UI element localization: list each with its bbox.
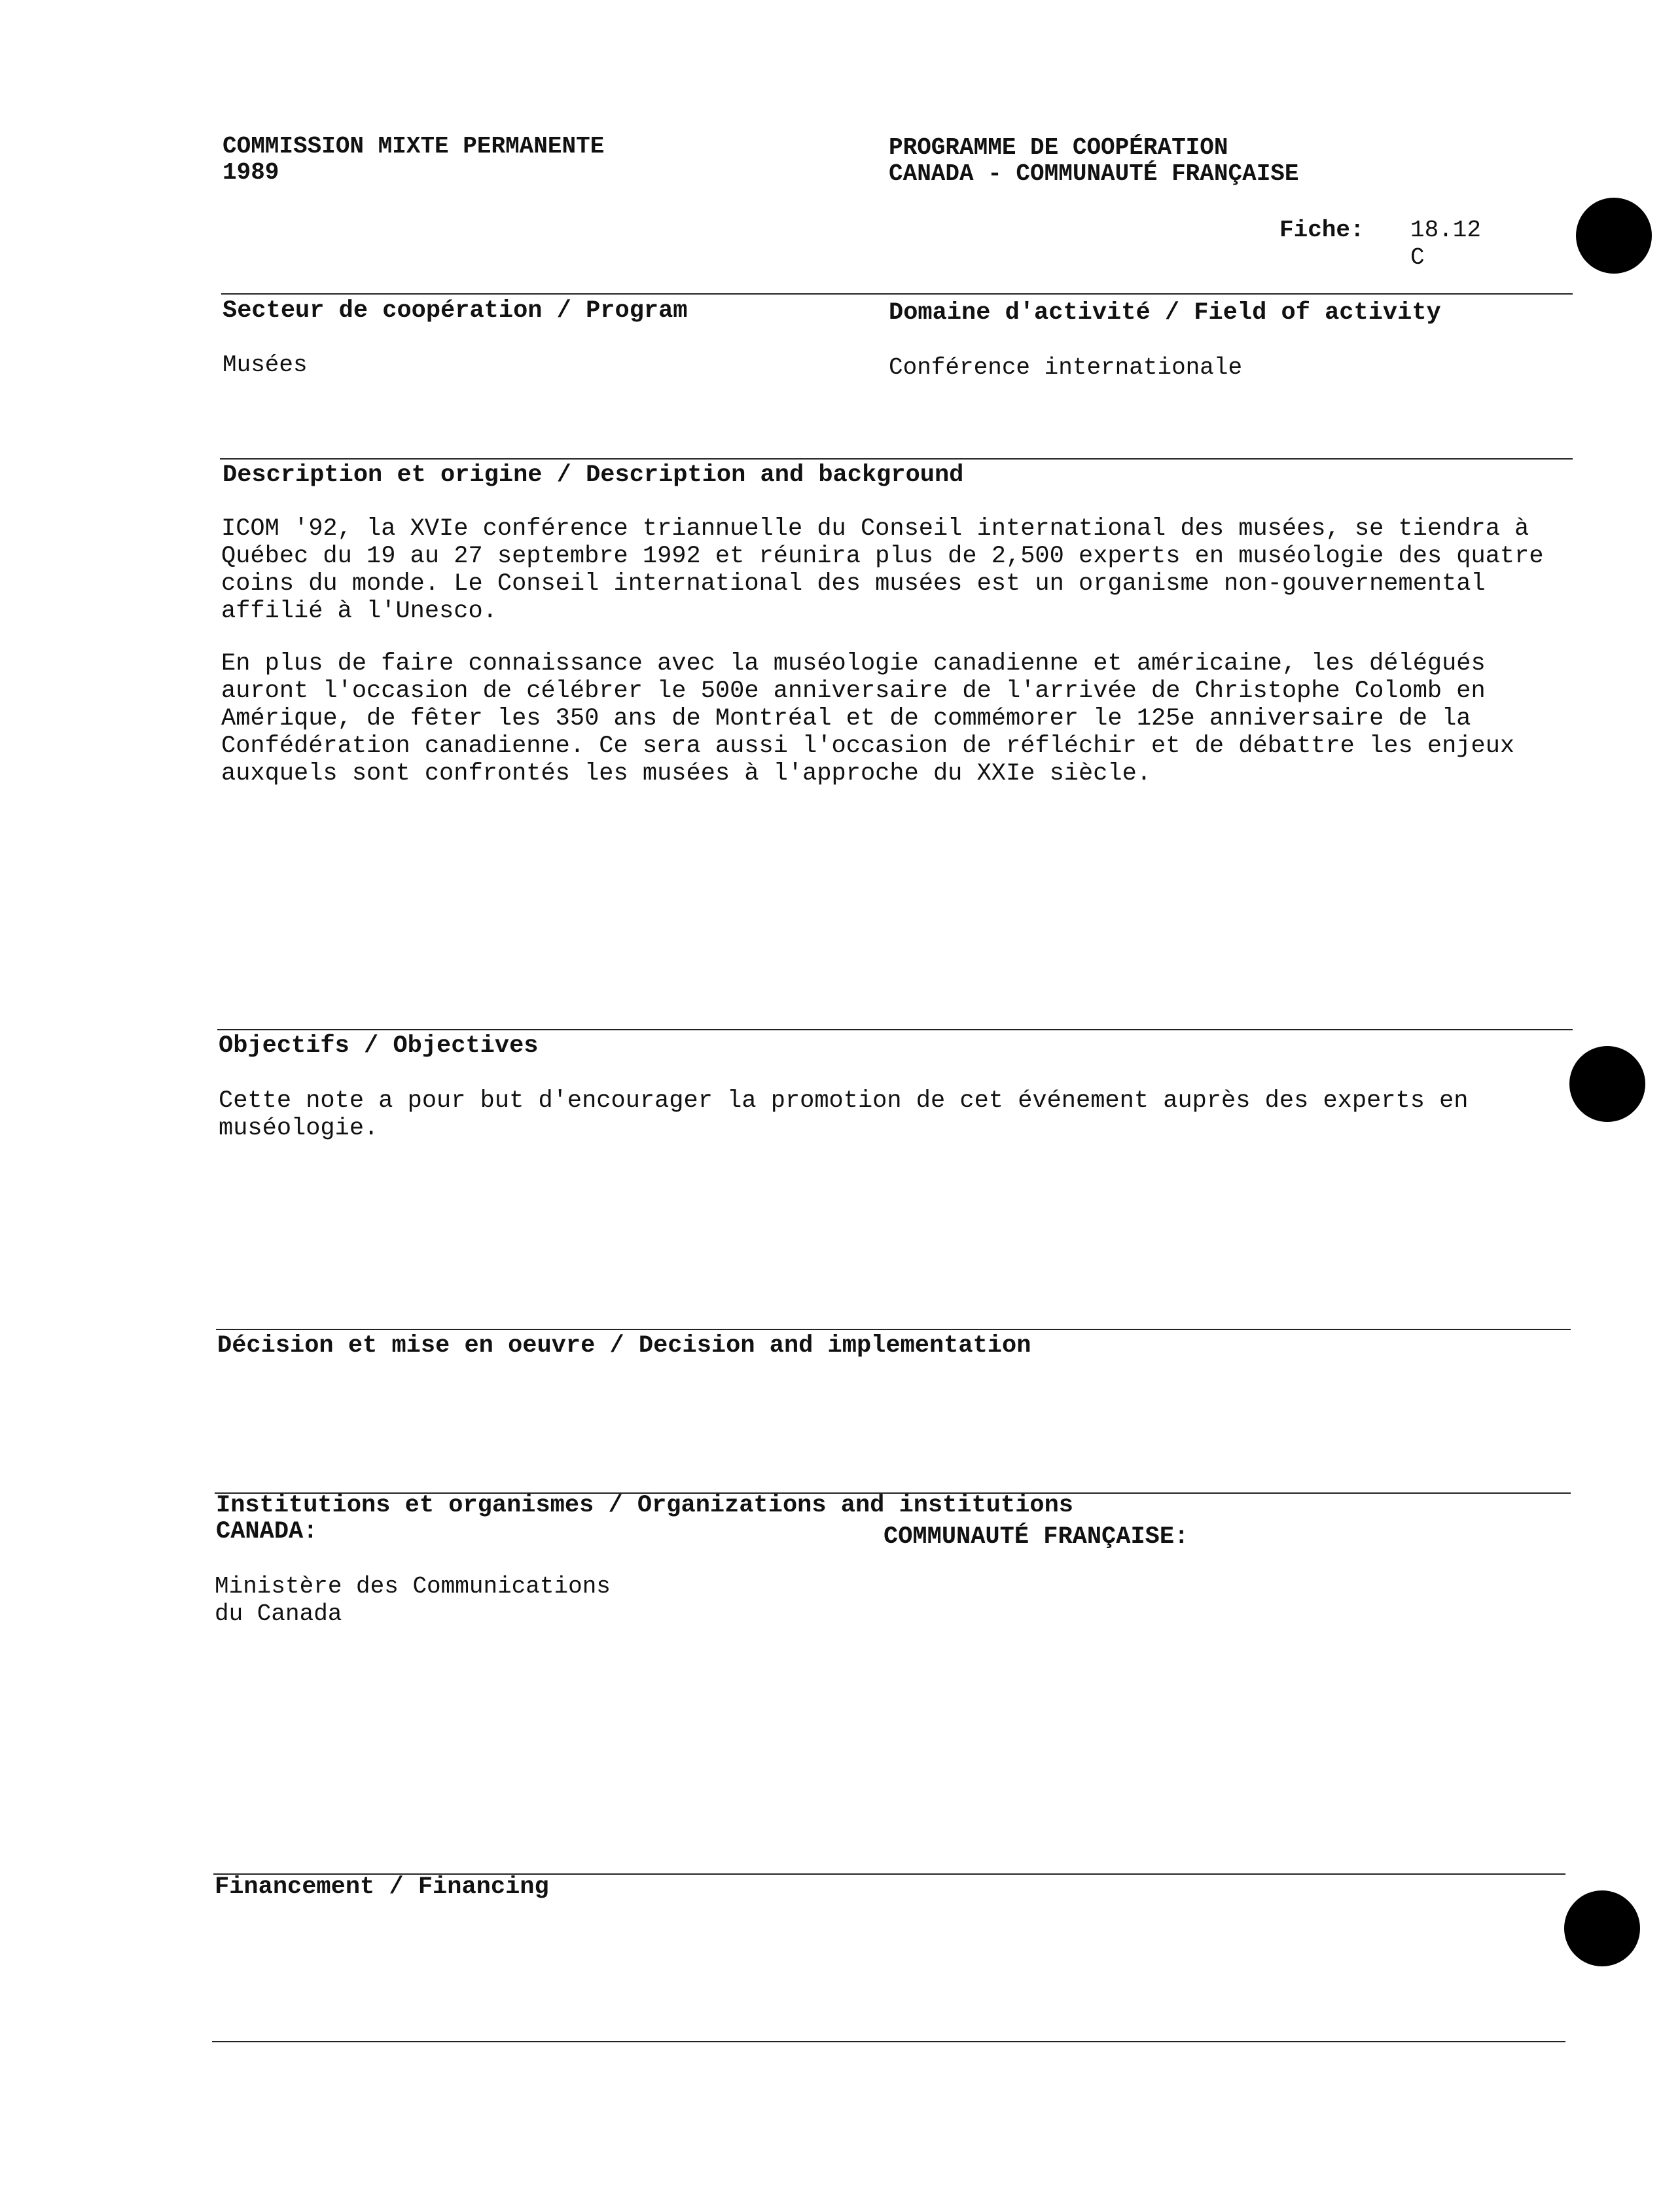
divider-objectives bbox=[217, 1029, 1573, 1030]
divider-description bbox=[220, 458, 1573, 460]
canada-label: CANADA: bbox=[216, 1518, 318, 1545]
description-paragraph-2: En plus de faire connaissance avec la muséologie canadienne et américaine, les délégués auront l'occasion de célébrer le 500e anniversaire de l'arrivée de Christophe Colomb en Amérique, de fêter les 350 ans de Montréal et de commémorer le 125e anniversaire de la Confédération canadienne. Ce sera aussi l'occasion de réfléchir et de débattre les enjeux auxquels sont confrontés les musées à l'approche du XXIe siècle. bbox=[221, 650, 1515, 787]
objectives-text: Cette note a pour but d'encourager la promotion de cet événement auprès des experts en muséologie. bbox=[219, 1087, 1469, 1142]
divider-decision bbox=[216, 1329, 1571, 1330]
divider-bottom bbox=[212, 2041, 1565, 2042]
fiche-number: 18.12 bbox=[1410, 217, 1482, 244]
sector-value: Musées bbox=[223, 352, 308, 378]
punch-hole-top bbox=[1576, 198, 1652, 274]
commission-year: 1989 bbox=[223, 159, 279, 186]
objectives-heading: Objectifs / Objectives bbox=[219, 1032, 539, 1060]
financing-heading: Financement / Financing bbox=[215, 1873, 549, 1901]
communaute-label: COMMUNAUTÉ FRANÇAISE: bbox=[884, 1523, 1189, 1551]
canada-institution-line1: Ministère des Communications bbox=[215, 1573, 611, 1600]
decision-heading: Décision et mise en oeuvre / Decision and implementation bbox=[217, 1332, 1031, 1360]
fiche-label: Fiche: bbox=[1279, 217, 1365, 244]
canada-institution-line2: du Canada bbox=[215, 1600, 342, 1627]
description-body bbox=[221, 515, 1550, 812]
commission-title: COMMISSION MIXTE PERMANENTE bbox=[223, 133, 605, 160]
punch-hole-bottom bbox=[1564, 1890, 1640, 1966]
institutions-heading: Institutions et organismes / Organizations and institutions bbox=[216, 1492, 1074, 1519]
field-value: Conférence internationale bbox=[889, 354, 1243, 381]
programme-title: PROGRAMME DE COOPÉRATION bbox=[889, 134, 1228, 161]
field-label: Domaine d'activité / Field of activity bbox=[889, 299, 1441, 327]
description-paragraph-1: ICOM '92, la XVIe conférence triannuelle du Conseil international des musées, se tiendra à Québec du 19 au 27 septembre 1992 et réunira plus de 2,500 experts en muséologie des quatre coins du monde. Le Conseil international des musées est un organisme non-gouvernemental affilié à l'Unesco. bbox=[221, 515, 1544, 625]
fiche-letter: C bbox=[1410, 244, 1425, 271]
description-heading: Description et origine / Description and background bbox=[223, 461, 964, 489]
divider-sector bbox=[221, 293, 1573, 295]
sector-label: Secteur de coopération / Program bbox=[223, 297, 688, 325]
programme-subtitle: CANADA - COMMUNAUTÉ FRANÇAISE bbox=[889, 160, 1299, 187]
punch-hole-middle bbox=[1569, 1046, 1645, 1122]
